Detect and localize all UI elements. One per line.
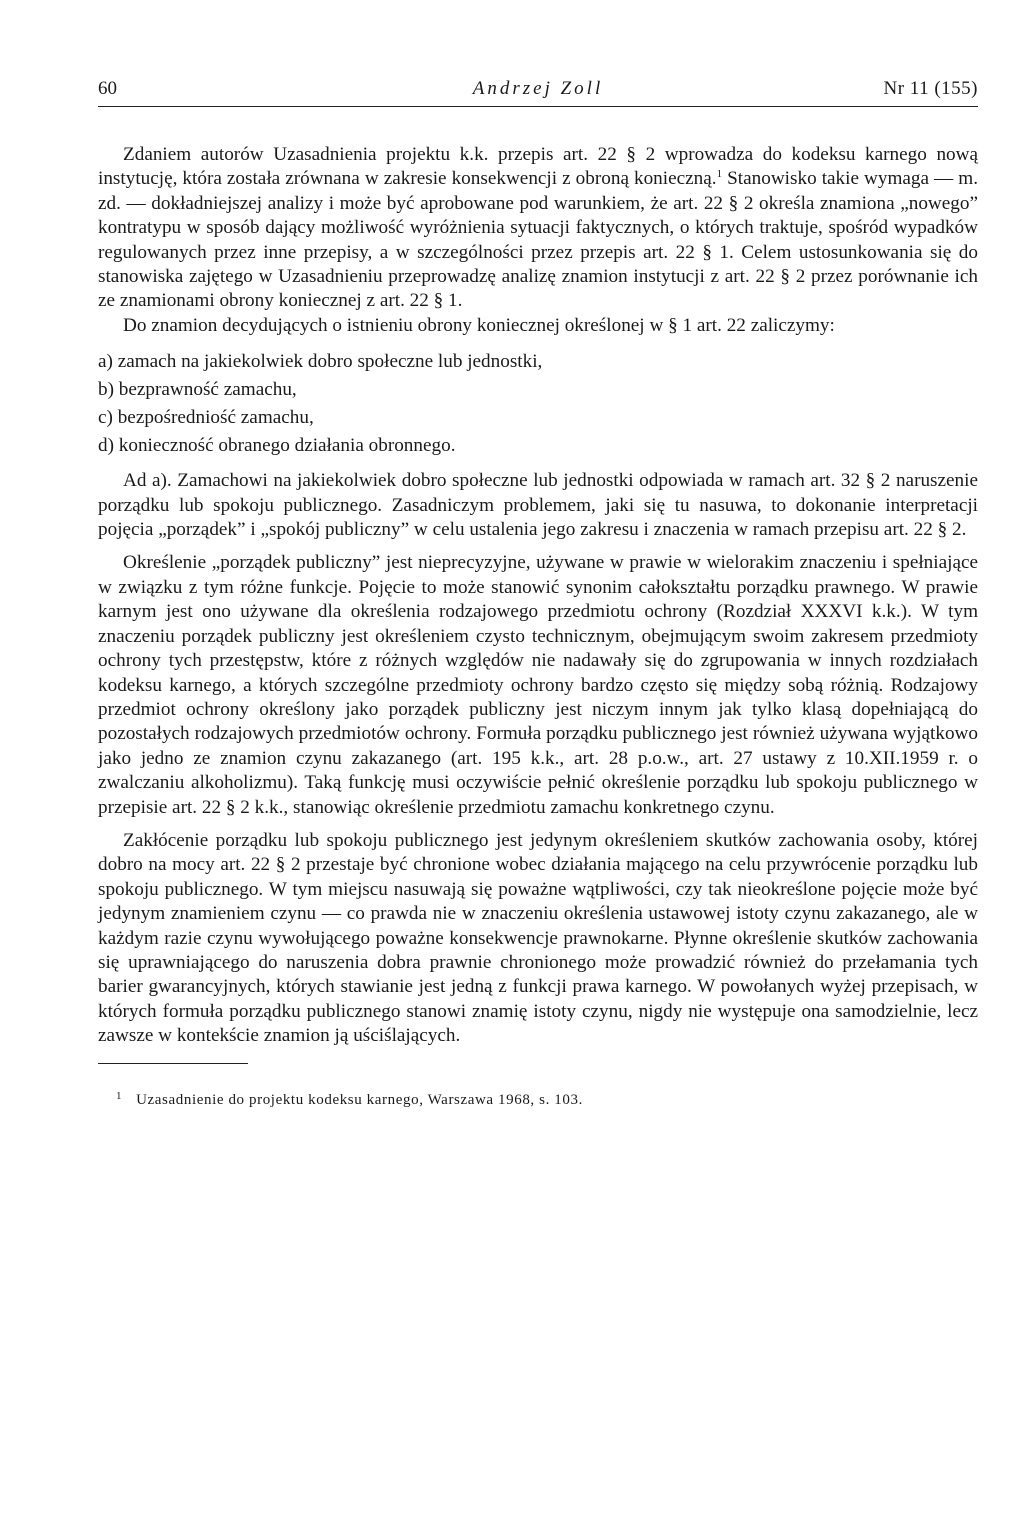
footnote-separator (98, 1063, 248, 1064)
footnote-mark: 1 (116, 1089, 123, 1102)
list-item: b) bezprawność zamachu, (98, 379, 297, 401)
footnote-reference: 1 (716, 168, 723, 181)
page-number: 60 (98, 78, 117, 99)
list-item: a) zamach na jakiekolwiek dobro społeczne lub jednostki, (98, 351, 543, 373)
list-item: d) konieczność obranego działania obronnego. (98, 435, 456, 457)
paragraph-1-text: Zdaniem autorów Uzasadnienia projektu k.k. przepis art. 22 § 2 wprowadza do kodeksu karnego nową instytucję, która została zrównana w zakresie konsekwencji z obroną konieczną. (98, 144, 978, 190)
element-list (98, 348, 978, 460)
footnote-text: Uzasadnienie do projektu kodeksu karnego, Warszawa 1968, s. 103. (136, 1091, 583, 1108)
paragraph-5: Zakłócenie porządku lub spokoju publicznego jest jedynym określeniem skutków zachowania osoby, której dobro na mocy art. 22 § 2 przestaje być chronione wobec działania mającego na celu przywrócenie porządku lub spokoju publicznego. W tym miejscu nasuwają się poważne wątpliwości, czy tak nieokreślone pojęcie może być jedynym znamieniem czynu — co prawda nie w znaczeniu określenia ustawowej istoty czynu zakazanego, ale w każdym razie czynu wywołującego poważne konsekwencje prawnokarne. Płynne określenie skutków zachowania się uprawniającego do naruszenia dobra prawnie chronionego może prowadzić również do przełamania tych barier gwarancyjnych, których stawianie jest jedną z funkcji prawa karnego. W powołanych wyżej przepisach, w których formuła porządku publicznego stanowi znamię istoty czynu, nigdy nie występuje ona samodzielnie, lecz zawsze w kontekście znamion ją uściślających. (98, 829, 978, 1047)
document-page (98, 76, 978, 1110)
paragraph-1 (98, 143, 978, 314)
running-author: Andrzej Zoll (472, 78, 604, 99)
body-text (98, 143, 978, 1049)
running-header (98, 76, 978, 107)
issue-number: Nr 11 (155) (883, 78, 978, 99)
list-item: c) bezpośredniość zamachu, (98, 407, 314, 429)
paragraph-2: Do znamion decydujących o istnieniu obrony koniecznej określonej w § 1 art. 22 zaliczymy: (123, 314, 835, 336)
paragraph-1-text-continued: Stanowisko takie wymaga — m. zd. — dokładniejszej analizy i może być aprobowane pod warunkiem, że art. 22 § 2 określa znamiona „nowego” kontratypu w sposób dający możliwość wyróżnienia sytuacji faktycznych, o których traktuje, spośród wypadków regulowanych przez inne przepisy, a w szczególności przez przepis art. 22 § 1. Celem ustosunkowania się do stanowiska zajętego w Uzasadnieniu przeprowadzę analizę znamion instytucji z art. 22 § 2 przez porównanie ich ze znamionami obrony koniecznej z art. 22 § 1. (98, 168, 979, 312)
paragraph-3: Ad a). Zamachowi na jakiekolwiek dobro społeczne lub jednostki odpowiada w ramach art. 32 § 2 naruszenie porządku lub spokoju publicznego. Zasadniczym problemem, jaki się tu nasuwa, to dokonanie interpretacji pojęcia „porządek” i „spokój publiczny” w celu ustalenia jego zakresu i znaczenia w ramach przepisu art. 22 § 2. (98, 470, 978, 541)
footnote (98, 1086, 978, 1110)
paragraph-4: Określenie „porządek publiczny” jest nieprecyzyjne, używane w prawie w wielorakim znaczeniu i spełniające w związku z tym różne funkcje. Pojęcie to może stanowić synonim całokształtu porządku prawnego. W prawie karnym jest ono używane dla określenia rodzajowego przedmiotu ochrony (Rozdział XXXVI k.k.). W tym znaczeniu porządek publiczny jest określeniem czysto technicznym, obejmującym swoim zakresem przedmioty ochrony tych przestępstw, które z różnych względów nie nadawały się do zgrupowania w innych rozdziałach kodeksu karnego, a których szczególne przedmioty ochrony bardzo często się między sobą różnią. Rodzajowy przedmiot ochrony określony jako porządek publiczny jest niczym innym jak tylko klasą dopełniającą do pozostałych rodzajowych przedmiotów ochrony. Formuła porządku publicznego jest również używana wyjątkowo jako jedno ze znamion czynu zakazanego (art. 195 k.k., art. 28 p.o.w., art. 27 ustawy z 10.XII.1959 r. o zwalczaniu alkoholizmu). Taką funkcję musi oczywiście pełnić określenie porządku lub spokoju publicznego w przepisie art. 22 § 2 k.k., stanowiąc określenie przedmiotu zamachu konkretnego czynu. (98, 552, 978, 818)
